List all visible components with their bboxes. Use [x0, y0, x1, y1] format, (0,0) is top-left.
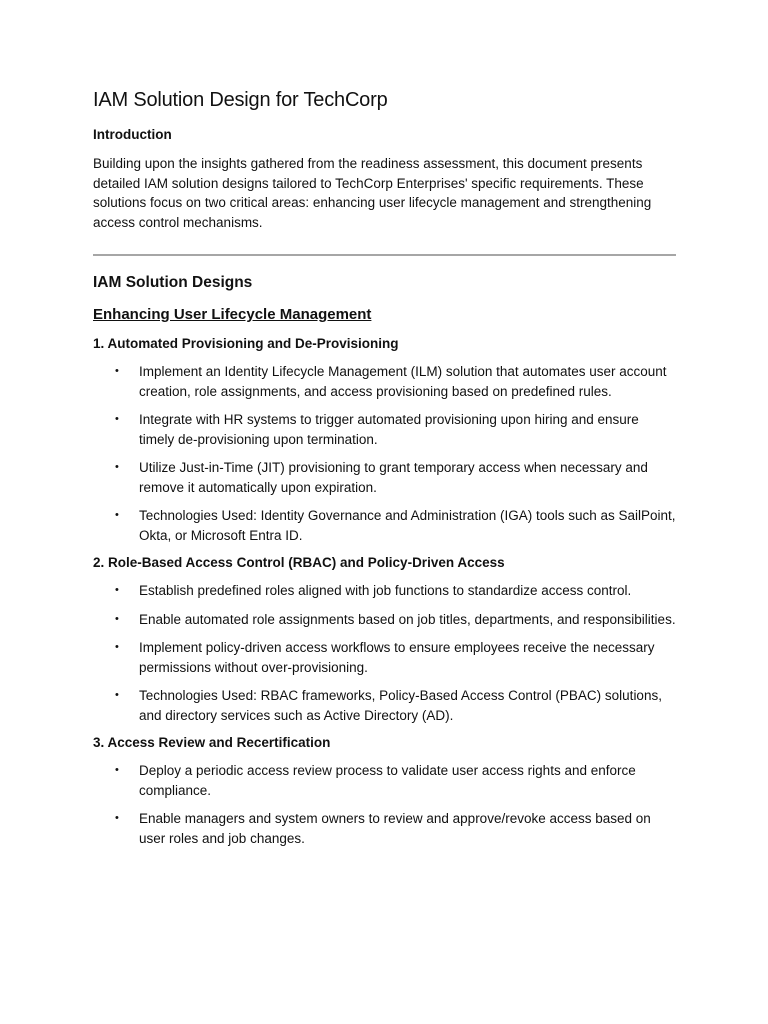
section-heading: IAM Solution Designs [93, 274, 253, 291]
document-page [93, 86, 676, 848]
list-item-text: Implement an Identity Lifecycle Management (ILM) solution that automates user account creation, role assignments, and access provisioning based on predefined rules. [139, 364, 667, 399]
bullet-icon: • [115, 812, 119, 824]
list-item [93, 638, 676, 677]
list-item [93, 410, 676, 449]
document-title: IAM Solution Design for TechCorp [93, 89, 388, 111]
bullet-icon: • [115, 764, 119, 776]
list-item [93, 809, 676, 848]
list-item-text: Deploy a periodic access review process to validate user access rights and enforce compliance. [139, 763, 636, 798]
list-item-text: Technologies Used: RBAC frameworks, Policy-Based Access Control (PBAC) solutions, and directory services such as Active Directory (AD). [139, 688, 662, 723]
bullet-list [93, 761, 676, 848]
list-item [93, 581, 676, 601]
list-item [93, 458, 676, 497]
list-item [93, 761, 676, 800]
bullet-icon: • [115, 612, 119, 625]
list-item [93, 610, 676, 630]
list-item-text: Utilize Just-in-Time (JIT) provisioning to grant temporary access when necessary and remove it automatically upon expiration. [139, 460, 648, 495]
group-heading: 1. Automated Provisioning and De-Provisioning [93, 336, 399, 351]
introduction-paragraph: Building upon the insights gathered from the readiness assessment, this document presents detailed IAM solution designs tailored to TechCorp Enterprises' specific requirements. These solutions focus on two critical areas: enhancing user lifecycle management and strengthening access control mechanisms. [93, 156, 652, 230]
group-heading: 3. Access Review and Recertification [93, 735, 331, 750]
bullet-icon: • [115, 689, 119, 701]
bullet-list [93, 362, 676, 545]
list-item-text: Enable automated role assignments based on job titles, departments, and responsibilities. [139, 611, 676, 627]
bullet-icon: • [115, 509, 119, 521]
list-item [93, 362, 676, 401]
list-item-text: Technologies Used: Identity Governance and Administration (IGA) tools such as SailPoint, Okta, or Microsoft Entra ID. [139, 508, 676, 543]
bullet-icon: • [115, 641, 119, 653]
bullet-icon: • [115, 365, 119, 377]
introduction-heading: Introduction [93, 127, 172, 142]
list-item [93, 506, 676, 545]
list-item-text: Enable managers and system owners to review and approve/revoke access based on user roles and job changes. [139, 811, 651, 846]
list-item-text: Integrate with HR systems to trigger automated provisioning upon hiring and ensure timely de-provisioning upon termination. [139, 412, 639, 447]
list-item [93, 686, 676, 725]
list-item-text: Implement policy-driven access workflows to ensure employees receive the necessary permissions without over-provisioning. [139, 640, 655, 675]
bullet-list [93, 581, 676, 725]
group-heading: 2. Role-Based Access Control (RBAC) and Policy-Driven Access [93, 555, 505, 570]
bullet-icon: • [115, 461, 119, 473]
subsection-heading: Enhancing User Lifecycle Management [93, 306, 372, 323]
section-divider [93, 254, 676, 256]
bullet-icon: • [115, 413, 119, 425]
list-item-text: Establish predefined roles aligned with job functions to standardize access control. [139, 583, 632, 598]
bullet-icon: • [115, 584, 119, 596]
